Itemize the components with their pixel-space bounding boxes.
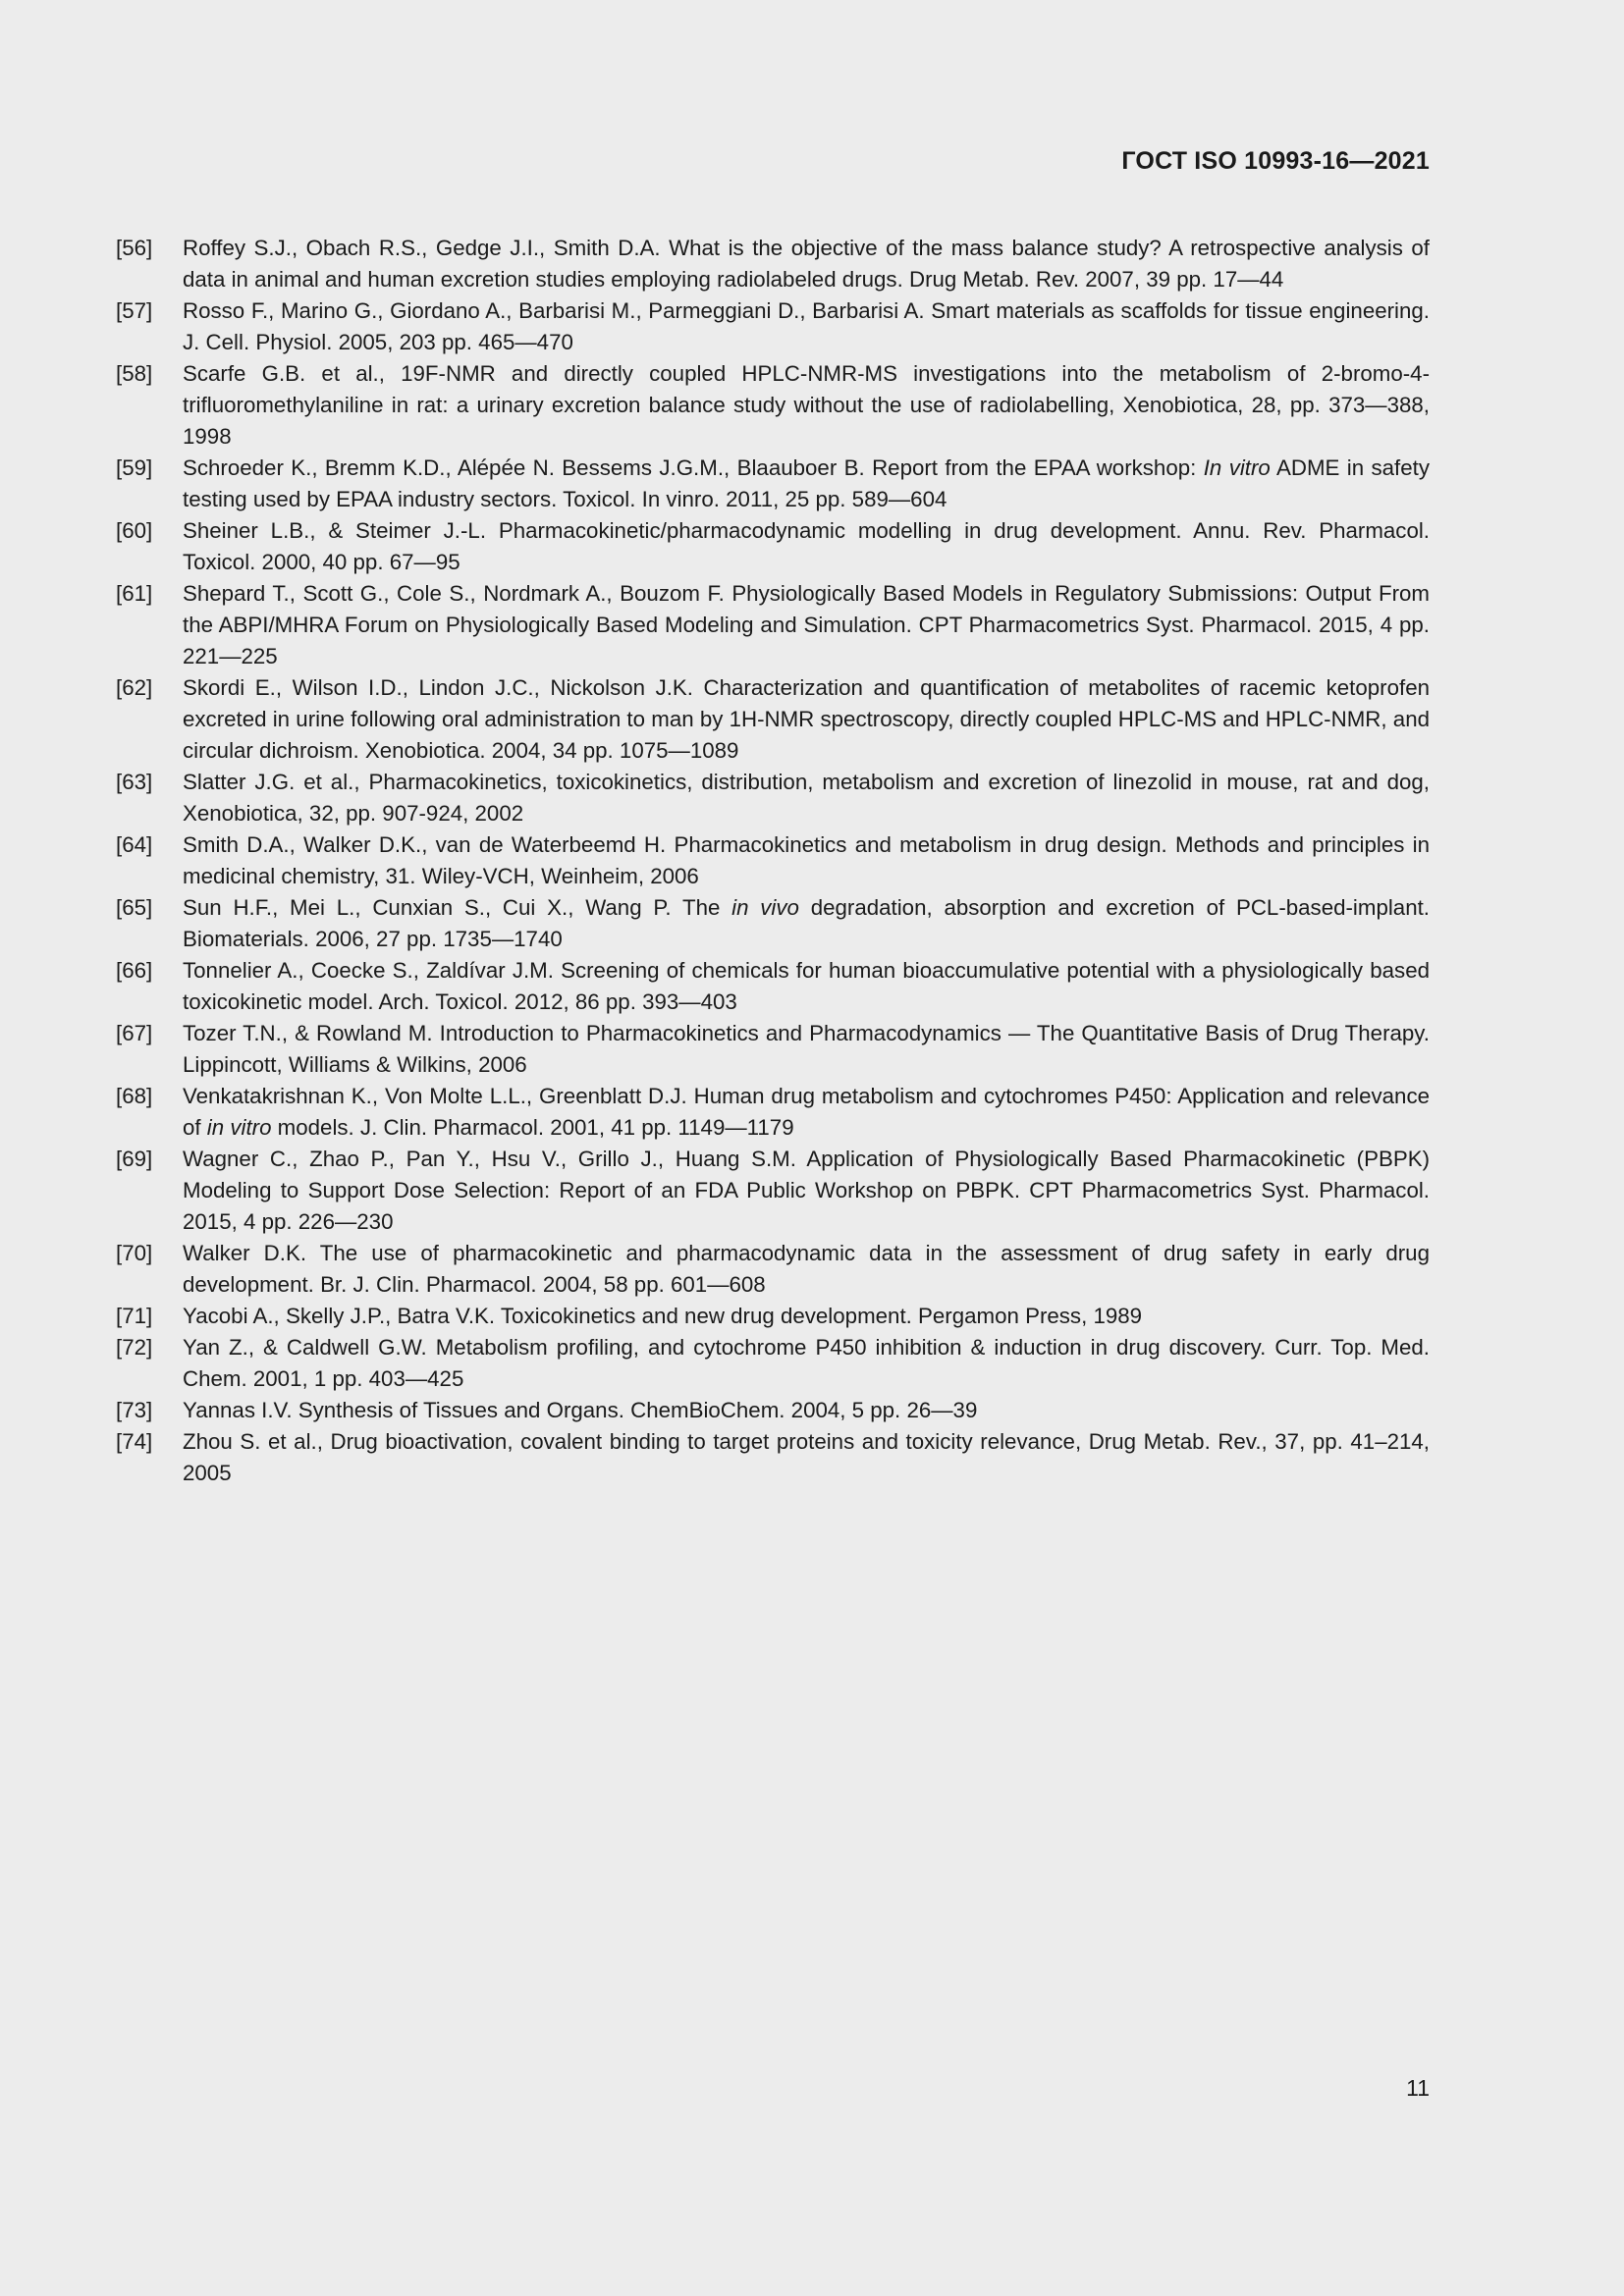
reference-item (116, 233, 1430, 295)
reference-number: [74] (116, 1429, 153, 1454)
reference-text-segment: Rosso F., Marino G., Giordano A., Barbarisi M., Parmeggiani D., Barbarisi A. Smart materials as scaffolds for tissue engineering. J. Cell. Physiol. 2005, 203 pp. 465—470 (183, 298, 1430, 354)
reference-text (183, 1081, 1430, 1144)
reference-item (116, 767, 1430, 829)
reference-text-segment: Walker D.K. The use of pharmacokinetic and pharmacodynamic data in the assessment of drug safety in early drug development. Br. J. Clin. Pharmacol. 2004, 58 pp. 601—608 (183, 1241, 1430, 1297)
reference-text (183, 453, 1430, 515)
reference-item (116, 515, 1430, 578)
reference-item (116, 1144, 1430, 1238)
reference-item (116, 453, 1430, 515)
reference-number: [73] (116, 1398, 153, 1422)
reference-text (183, 295, 1430, 358)
reference-text-segment: Skordi E., Wilson I.D., Lindon J.C., Nickolson J.K. Characterization and quantification of metabolites of racemic ketoprofen excreted in urine following oral administration to man by 1H-NMR spectroscopy, directly coupled HPLC-MS and HPLC-NMR, and circular dichroism. Xenobiotica. 2004, 34 pp. 1075—1089 (183, 675, 1430, 763)
reference-text-segment: Smith D.A., Walker D.K., van de Waterbeemd H. Pharmacokinetics and metabolism in drug design. Methods and principles in medicinal chemistry, 31. Wiley-VCH, Weinheim, 2006 (183, 832, 1430, 888)
reference-text-segment: Roffey S.J., Obach R.S., Gedge J.I., Smith D.A. What is the objective of the mass balance study? A retrospective analysis of data in animal and human excretion studies employing radiolabeled drugs. Drug Metab. Rev. 2007, 39 pp. 17—44 (183, 236, 1430, 292)
reference-text (183, 1332, 1430, 1395)
reference-text (183, 829, 1430, 892)
reference-text (183, 955, 1430, 1018)
reference-text (183, 1018, 1430, 1081)
reference-number: [65] (116, 895, 153, 920)
reference-text-segment: Slatter J.G. et al., Pharmacokinetics, toxicokinetics, distribution, metabolism and excretion of linezolid in mouse, rat and dog, Xenobiotica, 32, pp. 907-924, 2002 (183, 770, 1430, 826)
reference-text-segment: ADME in safety testing used by EPAA industry sectors. Toxicol. In vinro. 2011, 25 pp. 589—604 (183, 455, 1430, 511)
reference-number: [61] (116, 581, 153, 606)
reference-text-segment: degradation, absorption and excretion of PCL-based-implant. Biomaterials. 2006, 27 pp. 1735—1740 (183, 895, 1430, 951)
reference-text-segment: Yan Z., & Caldwell G.W. Metabolism profiling, and cytochrome P450 inhibition & induction in drug discovery. Curr. Top. Med. Chem. 2001, 1 pp. 403—425 (183, 1335, 1430, 1391)
reference-italic-term: in vivo (731, 895, 799, 920)
reference-number: [67] (116, 1021, 153, 1045)
reference-text (183, 1426, 1430, 1489)
reference-text (183, 892, 1430, 955)
reference-number: [69] (116, 1147, 153, 1171)
reference-text (183, 358, 1430, 453)
reference-text (183, 1301, 1430, 1332)
reference-item (116, 1395, 1430, 1426)
reference-text (183, 767, 1430, 829)
reference-number: [70] (116, 1241, 153, 1265)
reference-item (116, 1332, 1430, 1395)
reference-item (116, 358, 1430, 453)
reference-number: [58] (116, 361, 153, 386)
reference-text-segment: Tozer T.N., & Rowland M. Introduction to Pharmacokinetics and Pharmacodynamics — The Quantitative Basis of Drug Therapy. Lippincott, Williams & Wilkins, 2006 (183, 1021, 1430, 1077)
reference-text-segment: models. J. Clin. Pharmacol. 2001, 41 pp. 1149—1179 (271, 1115, 794, 1140)
reference-text (183, 672, 1430, 767)
reference-text-segment: Sun H.F., Mei L., Cunxian S., Cui X., Wang P. The (183, 895, 732, 920)
reference-item (116, 1018, 1430, 1081)
reference-item (116, 1301, 1430, 1332)
reference-text-segment: Yacobi A., Skelly J.P., Batra V.K. Toxicokinetics and new drug development. Pergamon Press, 1989 (183, 1304, 1143, 1328)
reference-number: [63] (116, 770, 153, 794)
reference-number: [62] (116, 675, 153, 700)
reference-number: [59] (116, 455, 153, 480)
reference-list (116, 233, 1430, 1489)
reference-text-segment: Tonnelier A., Coecke S., Zaldívar J.M. Screening of chemicals for human bioaccumulative potential with a physiologically based toxicokinetic model. Arch. Toxicol. 2012, 86 pp. 393—403 (183, 958, 1430, 1014)
reference-item (116, 829, 1430, 892)
reference-number: [57] (116, 298, 153, 323)
reference-item (116, 295, 1430, 358)
reference-item (116, 955, 1430, 1018)
reference-text (183, 1238, 1430, 1301)
reference-item (116, 1081, 1430, 1144)
reference-text-segment: Scarfe G.B. et al., 19F-NMR and directly coupled HPLC-NMR-MS investigations into the metabolism of 2-bromo-4-trifluoromethylaniline in rat: a urinary excretion balance study without the use of radiolabelling, Xenobiotica, 28, pp. 373—388, 1998 (183, 361, 1430, 449)
reference-text-segment: Venkatakrishnan K., Von Molte L.L., Greenblatt D.J. Human drug metabolism and cytochromes P450: Application and relevance of (183, 1084, 1430, 1140)
reference-text-segment: Shepard T., Scott G., Cole S., Nordmark A., Bouzom F. Physiologically Based Models in Regulatory Submissions: Output From the ABPI/MHRA Forum on Physiologically Based Modeling and Simulation. CPT Pharmacometrics Syst. Pharmacol. 2015, 4 pp. 221—225 (183, 581, 1430, 668)
reference-italic-term: in vitro (206, 1115, 272, 1140)
reference-number: [56] (116, 236, 153, 260)
reference-text-segment: Yannas I.V. Synthesis of Tissues and Organs. ChemBioChem. 2004, 5 pp. 26—39 (183, 1398, 978, 1422)
reference-number: [71] (116, 1304, 153, 1328)
reference-text-segment: Sheiner L.B., & Steimer J.-L. Pharmacokinetic/pharmacodynamic modelling in drug development. Annu. Rev. Pharmacol. Toxicol. 2000, 40 pp. 67—95 (183, 518, 1430, 574)
reference-item (116, 672, 1430, 767)
reference-item (116, 578, 1430, 672)
reference-number: [60] (116, 518, 153, 543)
reference-number: [64] (116, 832, 153, 857)
reference-text-segment: Zhou S. et al., Drug bioactivation, covalent binding to target proteins and toxicity relevance, Drug Metab. Rev., 37, pp. 41–214, 2005 (183, 1429, 1430, 1485)
page-number: 11 (1406, 2075, 1430, 2101)
reference-text (183, 1395, 1430, 1426)
reference-italic-term: In vitro (1203, 455, 1271, 480)
reference-number: [66] (116, 958, 153, 983)
reference-text (183, 578, 1430, 672)
reference-number: [68] (116, 1084, 153, 1108)
reference-text-segment: Wagner C., Zhao P., Pan Y., Hsu V., Grillo J., Huang S.M. Application of Physiologically Based Pharmacokinetic (PBPK) Modeling to Support Dose Selection: Report of an FDA Public Workshop on PBPK. CPT Pharmacometrics Syst. Pharmacol. 2015, 4 pp. 226—230 (183, 1147, 1430, 1234)
reference-text (183, 515, 1430, 578)
reference-number: [72] (116, 1335, 153, 1360)
reference-item (116, 1426, 1430, 1489)
reference-text (183, 233, 1430, 295)
reference-item (116, 1238, 1430, 1301)
reference-text-segment: Schroeder K., Bremm K.D., Alépée N. Bessems J.G.M., Blaauboer B. Report from the EPAA workshop: (183, 455, 1204, 480)
document-header-standard-id: ГОСТ ISO 10993-16—2021 (1121, 147, 1430, 175)
reference-text (183, 1144, 1430, 1238)
reference-item (116, 892, 1430, 955)
